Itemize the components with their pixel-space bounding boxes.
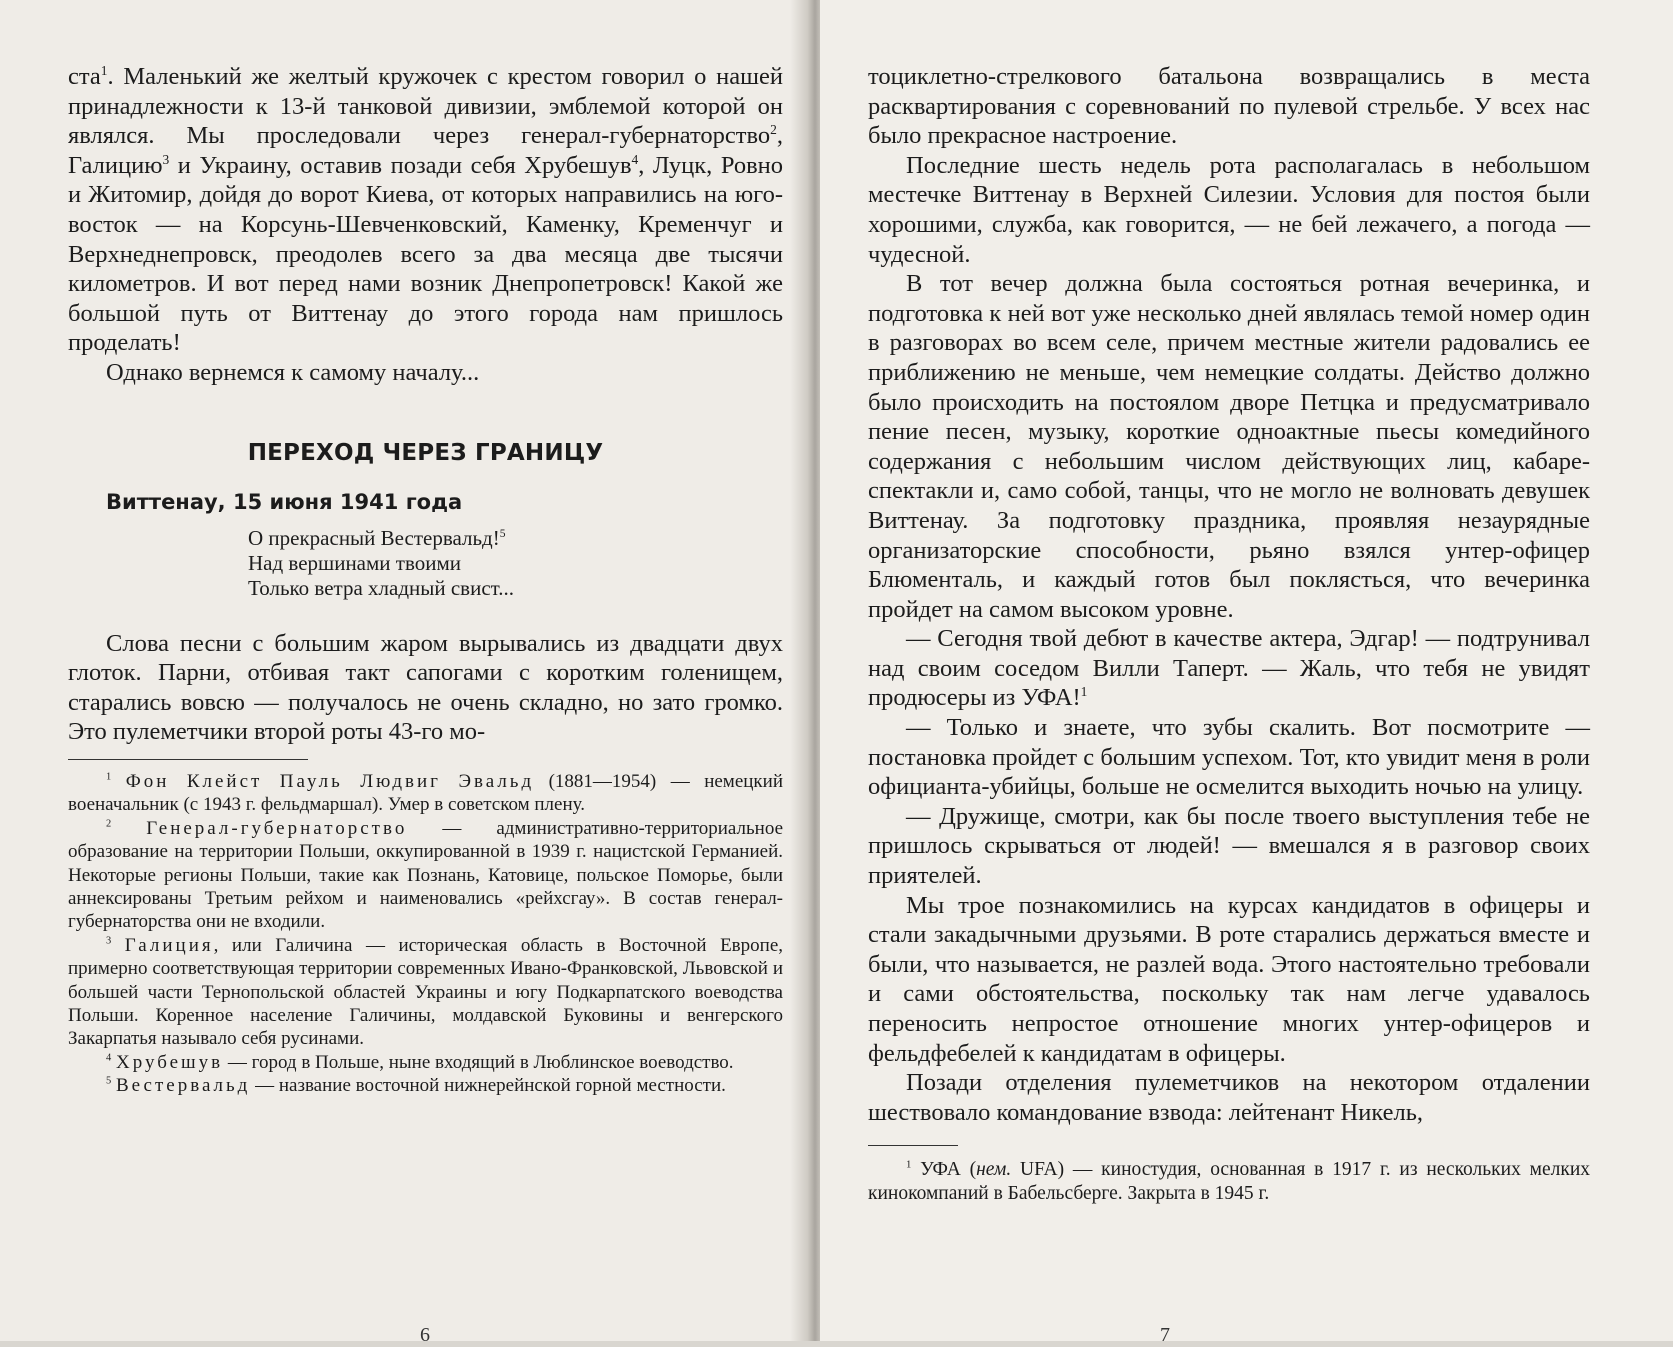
section-title: ПЕРЕХОД ЧЕРЕЗ ГРАНИЦУ bbox=[247, 439, 604, 466]
left-page-number: 6 bbox=[420, 1324, 430, 1346]
footnote-3: $^3$ Галиция, или Галичина — историческая область в Восточной Европе, примерно соответствующая территории современных Ивано-Франковской, Львовской и большей части Тернопольской областей Украины и югу Подкарпатского воеводства Польши. Коренное население Галичины, молдавской Буковины и венгерского Закарпатья называло себя русинами. bbox=[68, 934, 783, 1050]
right-paragraph-1: тоциклетно-стрелкового батальона возвращались в места расквартирования с соревнований по пулевой стрельбе. У всех нас было прекрасное настроение. bbox=[868, 63, 1590, 150]
epigraph bbox=[248, 526, 783, 601]
right-page-column bbox=[868, 62, 1590, 1206]
epigraph-line-1: О прекрасный Вестервальд!$^5$ bbox=[248, 525, 506, 550]
footnote-ufa: $^1$ УФА (нем. UFA) — киностудия, основанная в 1917 г. из нескольких мелких кинокомпаний в Бабельсберге. Закрыта в 1945 г. bbox=[868, 1158, 1591, 1205]
footnote-ref-3[interactable]: 3 bbox=[162, 151, 170, 167]
footnote-4: $^4$ Хрубешув — город в Польше, ныне входящий в Люблинское воеводство. bbox=[106, 1051, 734, 1073]
footnote-ref-2[interactable]: 2 bbox=[770, 122, 777, 138]
left-body-text-2 bbox=[68, 629, 783, 747]
right-paragraph-4: Мы трое познакомились на курсах кандидатов в офицеры и стали закадычными друзьями. В роте старались держаться вместе и были, что называется, не разлей вода. Этого настоятельно требовали и сами обстоятельства, поскольку так нам легче удавалось переносить непростое отношение многих унтер-офицеров и фельдфебелей к кандидатам в офицеры. bbox=[868, 891, 1590, 1067]
left-closing-paragraph: Однако вернемся к самому началу... bbox=[106, 358, 480, 386]
left-page bbox=[0, 0, 810, 1346]
footnote-5: $^5$ Вестервальд — название восточной нижнерейнской горной местности. bbox=[106, 1075, 726, 1097]
left-footnotes bbox=[68, 770, 783, 1098]
footnote-ref-5[interactable]: 5 bbox=[499, 527, 506, 540]
right-dialogue-3: — Дружище, смотри, как бы после твоего выступления тебе не пришлось скрываться от людей! — вмешался я в разговор своих приятелей. bbox=[868, 802, 1590, 890]
footnote-ref-1[interactable]: 1 bbox=[100, 62, 108, 78]
footnote-ref-4[interactable]: 4 bbox=[631, 151, 639, 167]
epigraph-line-3: Только ветра хладный свист... bbox=[248, 575, 514, 600]
left-paragraph-after-epigraph: Слова песни с большим жаром вырывались из двадцати двух глоток. Парни, отбивая такт сапогами с коротким голенищем, старались вовсю — получалось не очень складно, но зато громко. Это пулеметчики второй роты 43-го мо- bbox=[68, 629, 783, 746]
right-page bbox=[820, 0, 1673, 1346]
right-paragraph-3: В тот вечер должна была состояться ротная вечеринка, и подготовка к ней вот уже несколько дней являлась темой номер один в разговорах во всем селе, причем местные жители радовались ее приближению не меньше, чем немецкие солдаты. Действо должно было происходить на постоялом дворе Петцка и предусматривало пение песен, музыку, короткие одноактные пьесы комедийного содержания с небольшим числом действующих лиц, кабаре-спектакли и, само собой, танцы, что не могло не волновать девушек Виттенау. За подготовку праздника, проявляя незаурядные организаторские способности, рьяно взялся унтер-офицер Блюменталь, и каждый готов был поклясться, что вечеринка пройдет на самом высоком уровне. bbox=[868, 270, 1590, 623]
footnote-ref-ufa[interactable]: 1 bbox=[1080, 684, 1088, 700]
left-page-column bbox=[68, 62, 783, 1098]
footnote-2: $^2$ Генерал-губернаторство — административно-территориальное образование на территории Польши, оккупированной в 1939 г. нацистской Германией. Некоторые регионы Польши, такие как Познань, Катовице, польское Поморье, были аннексированы Третьим рейхом и наименовались «рейхсгау». В состав генерал-губернаторства они не входили. bbox=[68, 817, 784, 933]
right-body-text bbox=[868, 62, 1590, 1127]
right-paragraph-2: Последние шесть недель рота располагалась в небольшом местечке Виттенау в Верхней Силезии. Условия для постоя были хорошими, служба, как говорится, — не бей лежачего, а погода — чудесной. bbox=[868, 151, 1590, 268]
footnote-divider-right bbox=[868, 1145, 958, 1146]
right-paragraph-5: Позади отделения пулеметчиков на некотором отдалении шествовало командование взвода: лейтенант Никель, bbox=[868, 1069, 1590, 1126]
right-dialogue-1: — Сегодня твой дебют в качестве актера, Эдгар! — подтрунивал над своим соседом Вилли Таперт. — Жаль, что тебя не увидят продюсеры из УФА!$^1$ bbox=[868, 625, 1590, 712]
right-dialogue-2: — Только и знаете, что зубы скалить. Вот посмотрите — постановка пройдет с большим успехом. Тот, кто увидит меня в роли официанта-убийцы, больше не осмелится выходить ночью на улицу. bbox=[868, 714, 1590, 801]
subsection-title: Виттенау, 15 июня 1941 года bbox=[106, 489, 463, 514]
epigraph-line-2: Над вершинами твоими bbox=[248, 550, 461, 575]
left-paragraph-1: ста$^1$. Маленький же желтый кружочек с крестом говорил о нашей принадлежности к 13-й танковой дивизии, эмблемой которой он являлся. Мы проследовали через генерал-губернаторство$^2$, Галицию$^3$ и Украину, оставив позади себя Хрубешув$^4$, Луцк, Ровно и Житомир, дойдя до ворот Киева, от которых направились на юго-восток — на Корсунь-Шевченковский, Каменку, Кременчуг и Верхнеднепровск, преодолев всего за два месяца две тысячи километров. И вот перед нами возник Днепропетровск! Какой же большой путь от Виттенау до этого города нам пришлось проделать! bbox=[68, 62, 784, 357]
right-footnotes bbox=[868, 1158, 1590, 1206]
footnote-1: $^1$ Фон Клейст Пауль Людвиг Эвальд (1881—1954) — немецкий военачальник (с 1943 г. фельдмаршал). Умер в советском плену. bbox=[68, 770, 783, 816]
footnote-divider bbox=[68, 759, 308, 760]
left-body-text bbox=[68, 62, 783, 388]
right-page-number: 7 bbox=[1160, 1324, 1170, 1346]
